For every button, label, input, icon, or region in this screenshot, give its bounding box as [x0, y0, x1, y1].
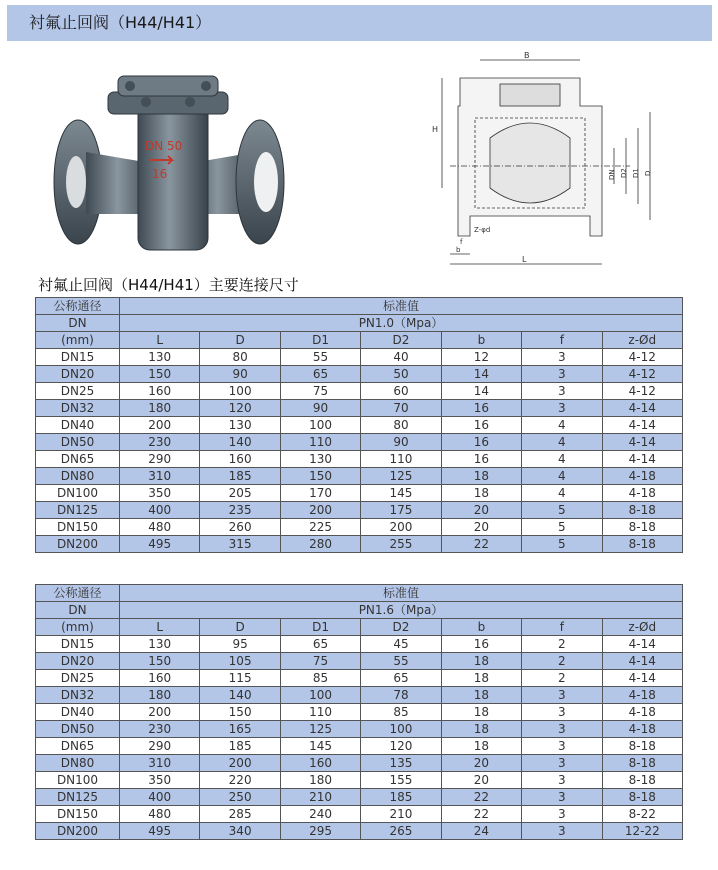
- value-cell: 3: [522, 738, 602, 755]
- table-row: [36, 468, 683, 485]
- label-d1-dim: D1: [632, 168, 640, 178]
- value-cell: 350: [120, 485, 200, 502]
- value-cell: 8-18: [602, 536, 682, 553]
- value-cell: 150: [200, 704, 280, 721]
- value-cell: 250: [200, 789, 280, 806]
- value-cell: 160: [200, 451, 280, 468]
- value-cell: 18: [441, 687, 521, 704]
- value-cell: 3: [522, 721, 602, 738]
- value-cell: 255: [361, 536, 441, 553]
- column-header: D: [200, 619, 280, 636]
- table-row: [36, 349, 683, 366]
- value-cell: 95: [200, 636, 280, 653]
- value-cell: 75: [280, 653, 360, 670]
- label-l-dim: L: [522, 255, 527, 264]
- value-cell: 65: [361, 670, 441, 687]
- value-cell: 4-18: [602, 721, 682, 738]
- column-header: z-Ød: [602, 619, 682, 636]
- value-cell: 16: [441, 636, 521, 653]
- value-cell: 85: [361, 704, 441, 721]
- table-row: [36, 687, 683, 704]
- value-cell: 8-22: [602, 806, 682, 823]
- table-row: [36, 704, 683, 721]
- table-row: [36, 721, 683, 738]
- label-b-dim: B: [524, 51, 530, 60]
- value-cell: 495: [120, 823, 200, 840]
- value-cell: 12: [441, 349, 521, 366]
- value-cell: 4: [522, 451, 602, 468]
- value-cell: 110: [361, 451, 441, 468]
- spec-table-pn10: [35, 297, 683, 553]
- value-cell: 3: [522, 823, 602, 840]
- value-cell: 20: [441, 502, 521, 519]
- value-cell: 200: [361, 519, 441, 536]
- value-cell: 8-18: [602, 772, 682, 789]
- table-row: [36, 519, 683, 536]
- dn-cell: DN65: [36, 451, 120, 468]
- value-cell: 130: [120, 636, 200, 653]
- value-cell: 65: [280, 366, 360, 383]
- value-cell: 4-18: [602, 485, 682, 502]
- value-cell: 4-12: [602, 366, 682, 383]
- dn-cell: DN200: [36, 536, 120, 553]
- table-row: [36, 755, 683, 772]
- value-cell: 4-18: [602, 468, 682, 485]
- value-cell: 85: [280, 670, 360, 687]
- value-cell: 185: [361, 789, 441, 806]
- value-cell: 105: [200, 653, 280, 670]
- value-cell: 350: [120, 772, 200, 789]
- value-cell: 80: [200, 349, 280, 366]
- table-row: [36, 536, 683, 553]
- value-cell: 4-18: [602, 704, 682, 721]
- value-cell: 80: [361, 417, 441, 434]
- dn-cell: DN50: [36, 434, 120, 451]
- value-cell: 4-14: [602, 400, 682, 417]
- value-cell: 50: [361, 366, 441, 383]
- value-cell: 4: [522, 468, 602, 485]
- value-cell: 155: [361, 772, 441, 789]
- value-cell: 230: [120, 434, 200, 451]
- value-cell: 20: [441, 772, 521, 789]
- value-cell: 235: [200, 502, 280, 519]
- value-cell: 310: [120, 468, 200, 485]
- value-cell: 2: [522, 653, 602, 670]
- column-header: D: [200, 332, 280, 349]
- label-zd-dim: Z-φd: [474, 226, 491, 234]
- value-cell: 4-14: [602, 451, 682, 468]
- spec-table-pn16: [35, 584, 683, 840]
- value-cell: 4-18: [602, 687, 682, 704]
- dn-cell: DN125: [36, 789, 120, 806]
- value-cell: 100: [280, 687, 360, 704]
- table-row: [36, 417, 683, 434]
- value-cell: 100: [200, 383, 280, 400]
- table-row: [36, 400, 683, 417]
- dn-cell: DN25: [36, 670, 120, 687]
- label-d2-dim: D2: [620, 168, 628, 178]
- value-cell: 115: [200, 670, 280, 687]
- table-row: [36, 670, 683, 687]
- value-cell: 22: [441, 536, 521, 553]
- value-cell: 110: [280, 434, 360, 451]
- value-cell: 265: [361, 823, 441, 840]
- value-cell: 55: [361, 653, 441, 670]
- value-cell: 4-14: [602, 670, 682, 687]
- value-cell: 170: [280, 485, 360, 502]
- value-cell: 8-18: [602, 519, 682, 536]
- value-cell: 100: [280, 417, 360, 434]
- table-row: [36, 789, 683, 806]
- value-cell: 16: [441, 417, 521, 434]
- value-cell: 3: [522, 366, 602, 383]
- value-cell: 480: [120, 519, 200, 536]
- value-cell: 180: [120, 400, 200, 417]
- column-header: L: [120, 332, 200, 349]
- value-cell: 5: [522, 536, 602, 553]
- value-cell: 110: [280, 704, 360, 721]
- value-cell: 3: [522, 349, 602, 366]
- value-cell: 150: [280, 468, 360, 485]
- value-cell: 185: [200, 738, 280, 755]
- dn-cell: DN150: [36, 519, 120, 536]
- value-cell: 14: [441, 383, 521, 400]
- value-cell: 90: [280, 400, 360, 417]
- table-row: [36, 485, 683, 502]
- value-cell: 18: [441, 721, 521, 738]
- table-row: [36, 636, 683, 653]
- value-cell: 78: [361, 687, 441, 704]
- value-cell: 145: [361, 485, 441, 502]
- dn-cell: DN15: [36, 636, 120, 653]
- value-cell: 16: [441, 434, 521, 451]
- table-row: [36, 823, 683, 840]
- value-cell: 18: [441, 485, 521, 502]
- value-cell: 40: [361, 349, 441, 366]
- value-cell: 130: [280, 451, 360, 468]
- value-cell: 280: [280, 536, 360, 553]
- column-header: D1: [280, 619, 360, 636]
- value-cell: 140: [200, 687, 280, 704]
- value-cell: 22: [441, 806, 521, 823]
- value-cell: 4-14: [602, 417, 682, 434]
- dn-header-line2: DN: [36, 602, 120, 619]
- dn-cell: DN50: [36, 721, 120, 738]
- value-cell: 18: [441, 468, 521, 485]
- value-cell: 3: [522, 772, 602, 789]
- value-cell: 340: [200, 823, 280, 840]
- table-row: [36, 434, 683, 451]
- value-cell: 290: [120, 738, 200, 755]
- table-row: [36, 383, 683, 400]
- value-cell: 400: [120, 789, 200, 806]
- value-cell: 495: [120, 536, 200, 553]
- value-cell: 130: [120, 349, 200, 366]
- value-cell: 65: [280, 636, 360, 653]
- table-row: [36, 772, 683, 789]
- value-cell: 3: [522, 806, 602, 823]
- value-cell: 70: [361, 400, 441, 417]
- value-cell: 230: [120, 721, 200, 738]
- value-cell: 18: [441, 738, 521, 755]
- value-cell: 100: [361, 721, 441, 738]
- column-header: z-Ød: [602, 332, 682, 349]
- dn-cell: DN32: [36, 400, 120, 417]
- value-cell: 180: [120, 687, 200, 704]
- value-cell: 140: [200, 434, 280, 451]
- value-cell: 8-18: [602, 789, 682, 806]
- table-row: [36, 653, 683, 670]
- label-f-dim: f: [460, 238, 463, 246]
- value-cell: 185: [200, 468, 280, 485]
- dn-cell: DN32: [36, 687, 120, 704]
- value-cell: 5: [522, 519, 602, 536]
- valve-cross-section-drawing: [430, 48, 660, 270]
- dn-header-line1: 公称通径: [36, 585, 120, 602]
- column-header: b: [441, 619, 521, 636]
- valve-product-photo: [46, 64, 292, 260]
- value-cell: 4-14: [602, 653, 682, 670]
- photo-marking-pn: 16: [152, 167, 168, 181]
- photo-marking-dn: DN 50: [145, 139, 183, 153]
- label-dn-dim: DN: [608, 169, 616, 180]
- table-row: [36, 451, 683, 468]
- dn-header-line1: 公称通径: [36, 298, 120, 315]
- value-cell: 3: [522, 400, 602, 417]
- column-header: f: [522, 619, 602, 636]
- value-cell: 4-14: [602, 434, 682, 451]
- value-cell: 3: [522, 383, 602, 400]
- value-cell: 220: [200, 772, 280, 789]
- value-cell: 200: [120, 417, 200, 434]
- value-cell: 18: [441, 653, 521, 670]
- value-cell: 160: [280, 755, 360, 772]
- value-cell: 20: [441, 519, 521, 536]
- page-title: 衬氟止回阀（H44/H41）: [29, 13, 212, 32]
- dn-cell: DN40: [36, 704, 120, 721]
- value-cell: 290: [120, 451, 200, 468]
- value-cell: 16: [441, 400, 521, 417]
- column-header: D1: [280, 332, 360, 349]
- value-cell: 2: [522, 670, 602, 687]
- table-row: [36, 738, 683, 755]
- value-cell: 200: [280, 502, 360, 519]
- table-row: [36, 806, 683, 823]
- dn-cell: DN25: [36, 383, 120, 400]
- section-subtitle: 衬氟止回阀（H44/H41）主要连接尺寸: [38, 276, 299, 294]
- value-cell: 400: [120, 502, 200, 519]
- value-cell: 295: [280, 823, 360, 840]
- value-cell: 55: [280, 349, 360, 366]
- value-cell: 200: [200, 755, 280, 772]
- value-cell: 3: [522, 704, 602, 721]
- value-cell: 260: [200, 519, 280, 536]
- pressure-header: PN1.6（Mpa）: [120, 602, 683, 619]
- value-cell: 4-12: [602, 383, 682, 400]
- value-cell: 120: [200, 400, 280, 417]
- dn-cell: DN15: [36, 349, 120, 366]
- label-b-thick-dim: b: [456, 246, 461, 254]
- dn-cell: DN80: [36, 755, 120, 772]
- value-cell: 225: [280, 519, 360, 536]
- value-cell: 90: [361, 434, 441, 451]
- column-header: L: [120, 619, 200, 636]
- dn-cell: DN40: [36, 417, 120, 434]
- column-header: b: [441, 332, 521, 349]
- dn-cell: DN200: [36, 823, 120, 840]
- label-h-dim: H: [432, 125, 439, 134]
- value-cell: 480: [120, 806, 200, 823]
- value-cell: 3: [522, 789, 602, 806]
- dn-cell: DN150: [36, 806, 120, 823]
- dn-header-line3: (mm): [36, 619, 120, 636]
- value-cell: 90: [200, 366, 280, 383]
- value-cell: 60: [361, 383, 441, 400]
- value-cell: 4-12: [602, 349, 682, 366]
- dn-cell: DN20: [36, 366, 120, 383]
- column-header: D2: [361, 332, 441, 349]
- value-cell: 18: [441, 670, 521, 687]
- value-cell: 24: [441, 823, 521, 840]
- value-cell: 8-18: [602, 502, 682, 519]
- dn-cell: DN100: [36, 485, 120, 502]
- value-cell: 22: [441, 789, 521, 806]
- dn-cell: DN80: [36, 468, 120, 485]
- value-cell: 4: [522, 434, 602, 451]
- value-cell: 315: [200, 536, 280, 553]
- dn-cell: DN20: [36, 653, 120, 670]
- value-cell: 75: [280, 383, 360, 400]
- value-cell: 2: [522, 636, 602, 653]
- value-cell: 310: [120, 755, 200, 772]
- value-cell: 160: [120, 383, 200, 400]
- value-cell: 16: [441, 451, 521, 468]
- value-cell: 145: [280, 738, 360, 755]
- dn-cell: DN100: [36, 772, 120, 789]
- value-cell: 8-18: [602, 738, 682, 755]
- table-row: [36, 502, 683, 519]
- page-title-bar: [7, 5, 712, 41]
- value-cell: 130: [200, 417, 280, 434]
- value-cell: 200: [120, 704, 200, 721]
- dn-cell: DN125: [36, 502, 120, 519]
- value-cell: 210: [280, 789, 360, 806]
- value-cell: 14: [441, 366, 521, 383]
- value-cell: 240: [280, 806, 360, 823]
- value-cell: 160: [120, 670, 200, 687]
- pressure-header: PN1.0（Mpa）: [120, 315, 683, 332]
- value-cell: 5: [522, 502, 602, 519]
- value-cell: 150: [120, 366, 200, 383]
- value-cell: 4-14: [602, 636, 682, 653]
- value-cell: 175: [361, 502, 441, 519]
- value-cell: 120: [361, 738, 441, 755]
- column-header: D2: [361, 619, 441, 636]
- value-cell: 4: [522, 485, 602, 502]
- table-row: [36, 366, 683, 383]
- value-cell: 210: [361, 806, 441, 823]
- value-cell: 125: [361, 468, 441, 485]
- column-header: f: [522, 332, 602, 349]
- value-cell: 20: [441, 755, 521, 772]
- value-cell: 3: [522, 755, 602, 772]
- value-cell: 285: [200, 806, 280, 823]
- value-cell: 8-18: [602, 755, 682, 772]
- label-d-dim: D: [644, 170, 652, 176]
- value-cell: 4: [522, 417, 602, 434]
- value-cell: 45: [361, 636, 441, 653]
- value-cell: 125: [280, 721, 360, 738]
- value-cell: 135: [361, 755, 441, 772]
- value-cell: 12-22: [602, 823, 682, 840]
- standard-value-header: 标准值: [120, 298, 683, 315]
- value-cell: 165: [200, 721, 280, 738]
- value-cell: 180: [280, 772, 360, 789]
- value-cell: 18: [441, 704, 521, 721]
- value-cell: 205: [200, 485, 280, 502]
- value-cell: 150: [120, 653, 200, 670]
- dn-cell: DN65: [36, 738, 120, 755]
- dn-header-line3: (mm): [36, 332, 120, 349]
- standard-value-header: 标准值: [120, 585, 683, 602]
- value-cell: 3: [522, 687, 602, 704]
- dn-header-line2: DN: [36, 315, 120, 332]
